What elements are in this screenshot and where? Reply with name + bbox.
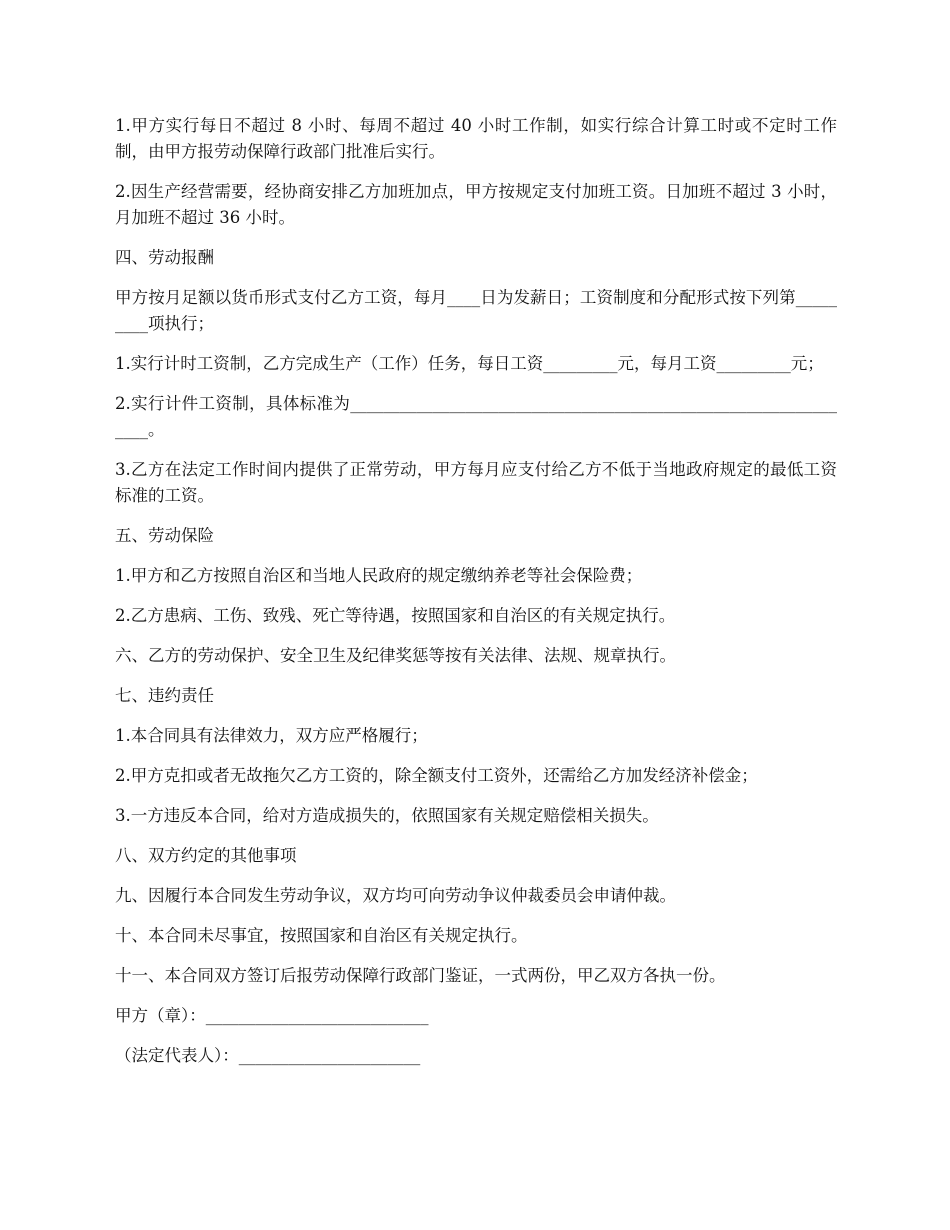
clause-legal-effect: 1.本合同具有法律效力，双方应严格履行； xyxy=(115,726,428,745)
clause-working-hours-2: 2.因生产经营需要，经协商安排乙方加班加点，甲方按规定支付加班工资。日加班不超过 3 小时，月加班不超过 36 小时。 xyxy=(115,182,837,227)
section-unresolved-matters: 十、本合同未尽事宜，按照国家和自治区有关规定执行。 xyxy=(115,926,528,945)
contract-body xyxy=(115,113,837,1083)
clause-injury-benefits: 2.乙方患病、工伤、致残、死亡等待遇，按照国家和自治区的有关规定执行。 xyxy=(115,606,676,625)
section-other-matters: 八、双方约定的其他事项 xyxy=(115,846,297,865)
clause-time-wage: 1.实行计时工资制，乙方完成生产（工作）任务，每日工资_________元，每月工资_________元； xyxy=(115,354,824,373)
section-certification: 十一、本合同双方签订后报劳动保障行政部门鉴证，一式两份，甲乙双方各执一份。 xyxy=(115,966,726,985)
clause-minimum-wage: 3.乙方在法定工作时间内提供了正常劳动，甲方每月应支付给乙方不低于当地政府规定的最低工资标准的工资。 xyxy=(115,460,837,505)
clause-working-hours-1: 1.甲方实行每日不超过 8 小时、每周不超过 40 小时工作制，如实行综合计算工时或不定时工作制，由甲方报劳动保障行政部门批准后实行。 xyxy=(115,116,837,161)
section-labor-protection: 六、乙方的劳动保护、安全卫生及纪律奖惩等按有关法律、法规、规章执行。 xyxy=(115,646,676,665)
section-heading-liability: 七、违约责任 xyxy=(115,686,214,705)
clause-breach-compensation: 3.一方违反本合同，给对方造成损失的，依照国家有关规定赔偿相关损失。 xyxy=(115,806,659,825)
clause-social-insurance: 1.甲方和乙方按照自治区和当地人民政府的规定缴纳养老等社会保险费； xyxy=(115,566,643,585)
section-heading-insurance: 五、劳动保险 xyxy=(115,526,214,545)
section-dispute-arbitration: 九、因履行本合同发生劳动争议，双方均可向劳动争议仲裁委员会申请仲裁。 xyxy=(115,886,676,905)
clause-wage-arrears: 2.甲方克扣或者无故拖欠乙方工资的，除全额支付工资外，还需给乙方加发经济补偿金； xyxy=(115,766,758,785)
section-heading-remuneration: 四、劳动报酬 xyxy=(115,248,214,267)
signature-legal-representative: （法定代表人）：______________________ xyxy=(115,1046,421,1065)
clause-payday: 甲方按月足额以货币形式支付乙方工资，每月____日为发薪日；工资制度和分配形式按下列第_________项执行； xyxy=(115,288,837,333)
signature-party-a: 甲方（章）：___________________________ xyxy=(115,1006,429,1025)
clause-piece-wage: 2.实行计件工资制，具体标准为_______________________________________________________________。 xyxy=(115,394,837,439)
